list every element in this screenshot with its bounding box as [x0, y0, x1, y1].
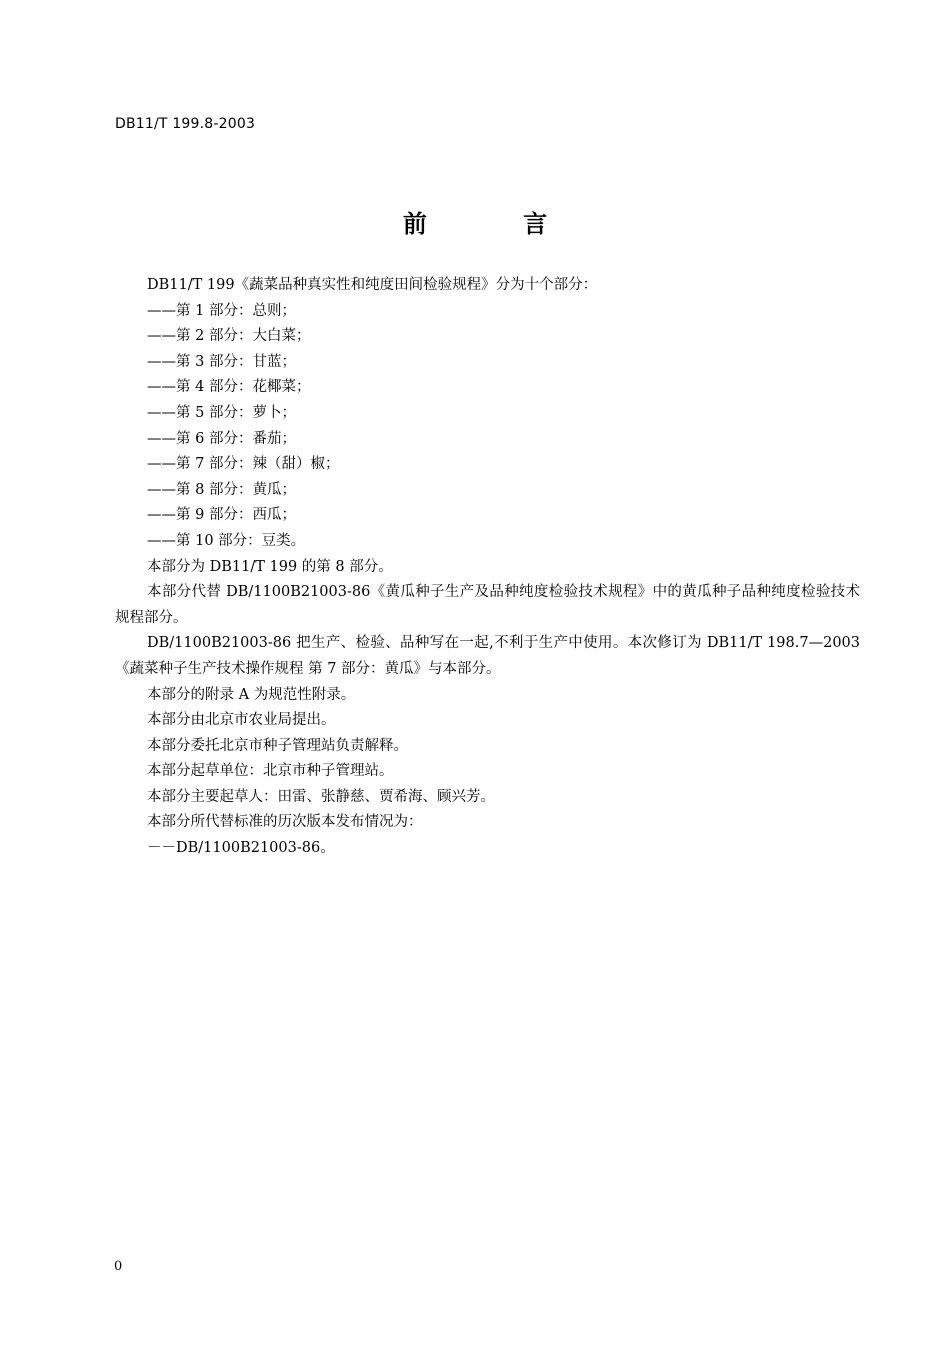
list-item-part-1: ——第 1 部分：总则；	[147, 302, 296, 319]
list-item-part-8: ——第 8 部分：黄瓜；	[147, 481, 296, 498]
paragraph-parts-intro: DB11/T 199《蔬菜品种真实性和纯度田间检验规程》分为十个部分：	[147, 277, 598, 293]
paragraph-this-part: 本部分为 DB11/T 199 的第 8 部分。	[147, 558, 393, 575]
paragraph-drafters: 本部分主要起草人：田雷、张静慈、贾希海、顾兴芳。	[147, 788, 495, 805]
list-item-history-version: －－DB/1100B21003-86。	[147, 840, 335, 857]
paragraph-drafting-unit: 本部分起草单位：北京市种子管理站。	[147, 763, 394, 780]
page-title: 前 言	[402, 210, 592, 238]
list-item-part-10: ——第 10 部分：豆类。	[147, 532, 306, 549]
list-item-part-4: ——第 4 部分：花椰菜；	[147, 379, 311, 396]
paragraph-proposed-by: 本部分由北京市农业局提出。	[147, 712, 336, 729]
list-item-part-2: ——第 2 部分：大白菜；	[147, 328, 311, 345]
page-number: 0	[114, 1259, 123, 1274]
paragraph-interpretation: 本部分委托北京市种子管理站负责解释。	[147, 737, 408, 754]
list-item-part-5: ——第 5 部分：萝卜；	[147, 404, 296, 421]
list-item-part-7: ——第 7 部分：辣（甜）椒；	[147, 456, 340, 473]
foreword-body	[115, 273, 860, 862]
standard-code: DB11/T 199.8-2003	[115, 116, 256, 132]
paragraph-revision: DB/1100B21003-86 把生产、检验、品种写在一起,不利于生产中使用。本次修订为 DB11/T 198.7—2003《蔬菜种子生产技术操作规程 第 7 部分：黄瓜》与本部分。	[115, 635, 860, 677]
paragraph-appendix: 本部分的附录 A 为规范性附录。	[147, 686, 356, 703]
paragraph-replaces: 本部分代替 DB/1100B21003-86《黄瓜种子生产及品种纯度检验技术规程》中的黄瓜种子品种纯度检验技术规程部分。	[115, 584, 860, 626]
list-item-part-9: ——第 9 部分：西瓜；	[147, 507, 296, 524]
list-item-part-6: ——第 6 部分：番茄；	[147, 430, 296, 447]
list-item-part-3: ——第 3 部分：甘蓝；	[147, 353, 296, 370]
paragraph-history: 本部分所代替标准的历次版本发布情况为：	[147, 814, 423, 831]
